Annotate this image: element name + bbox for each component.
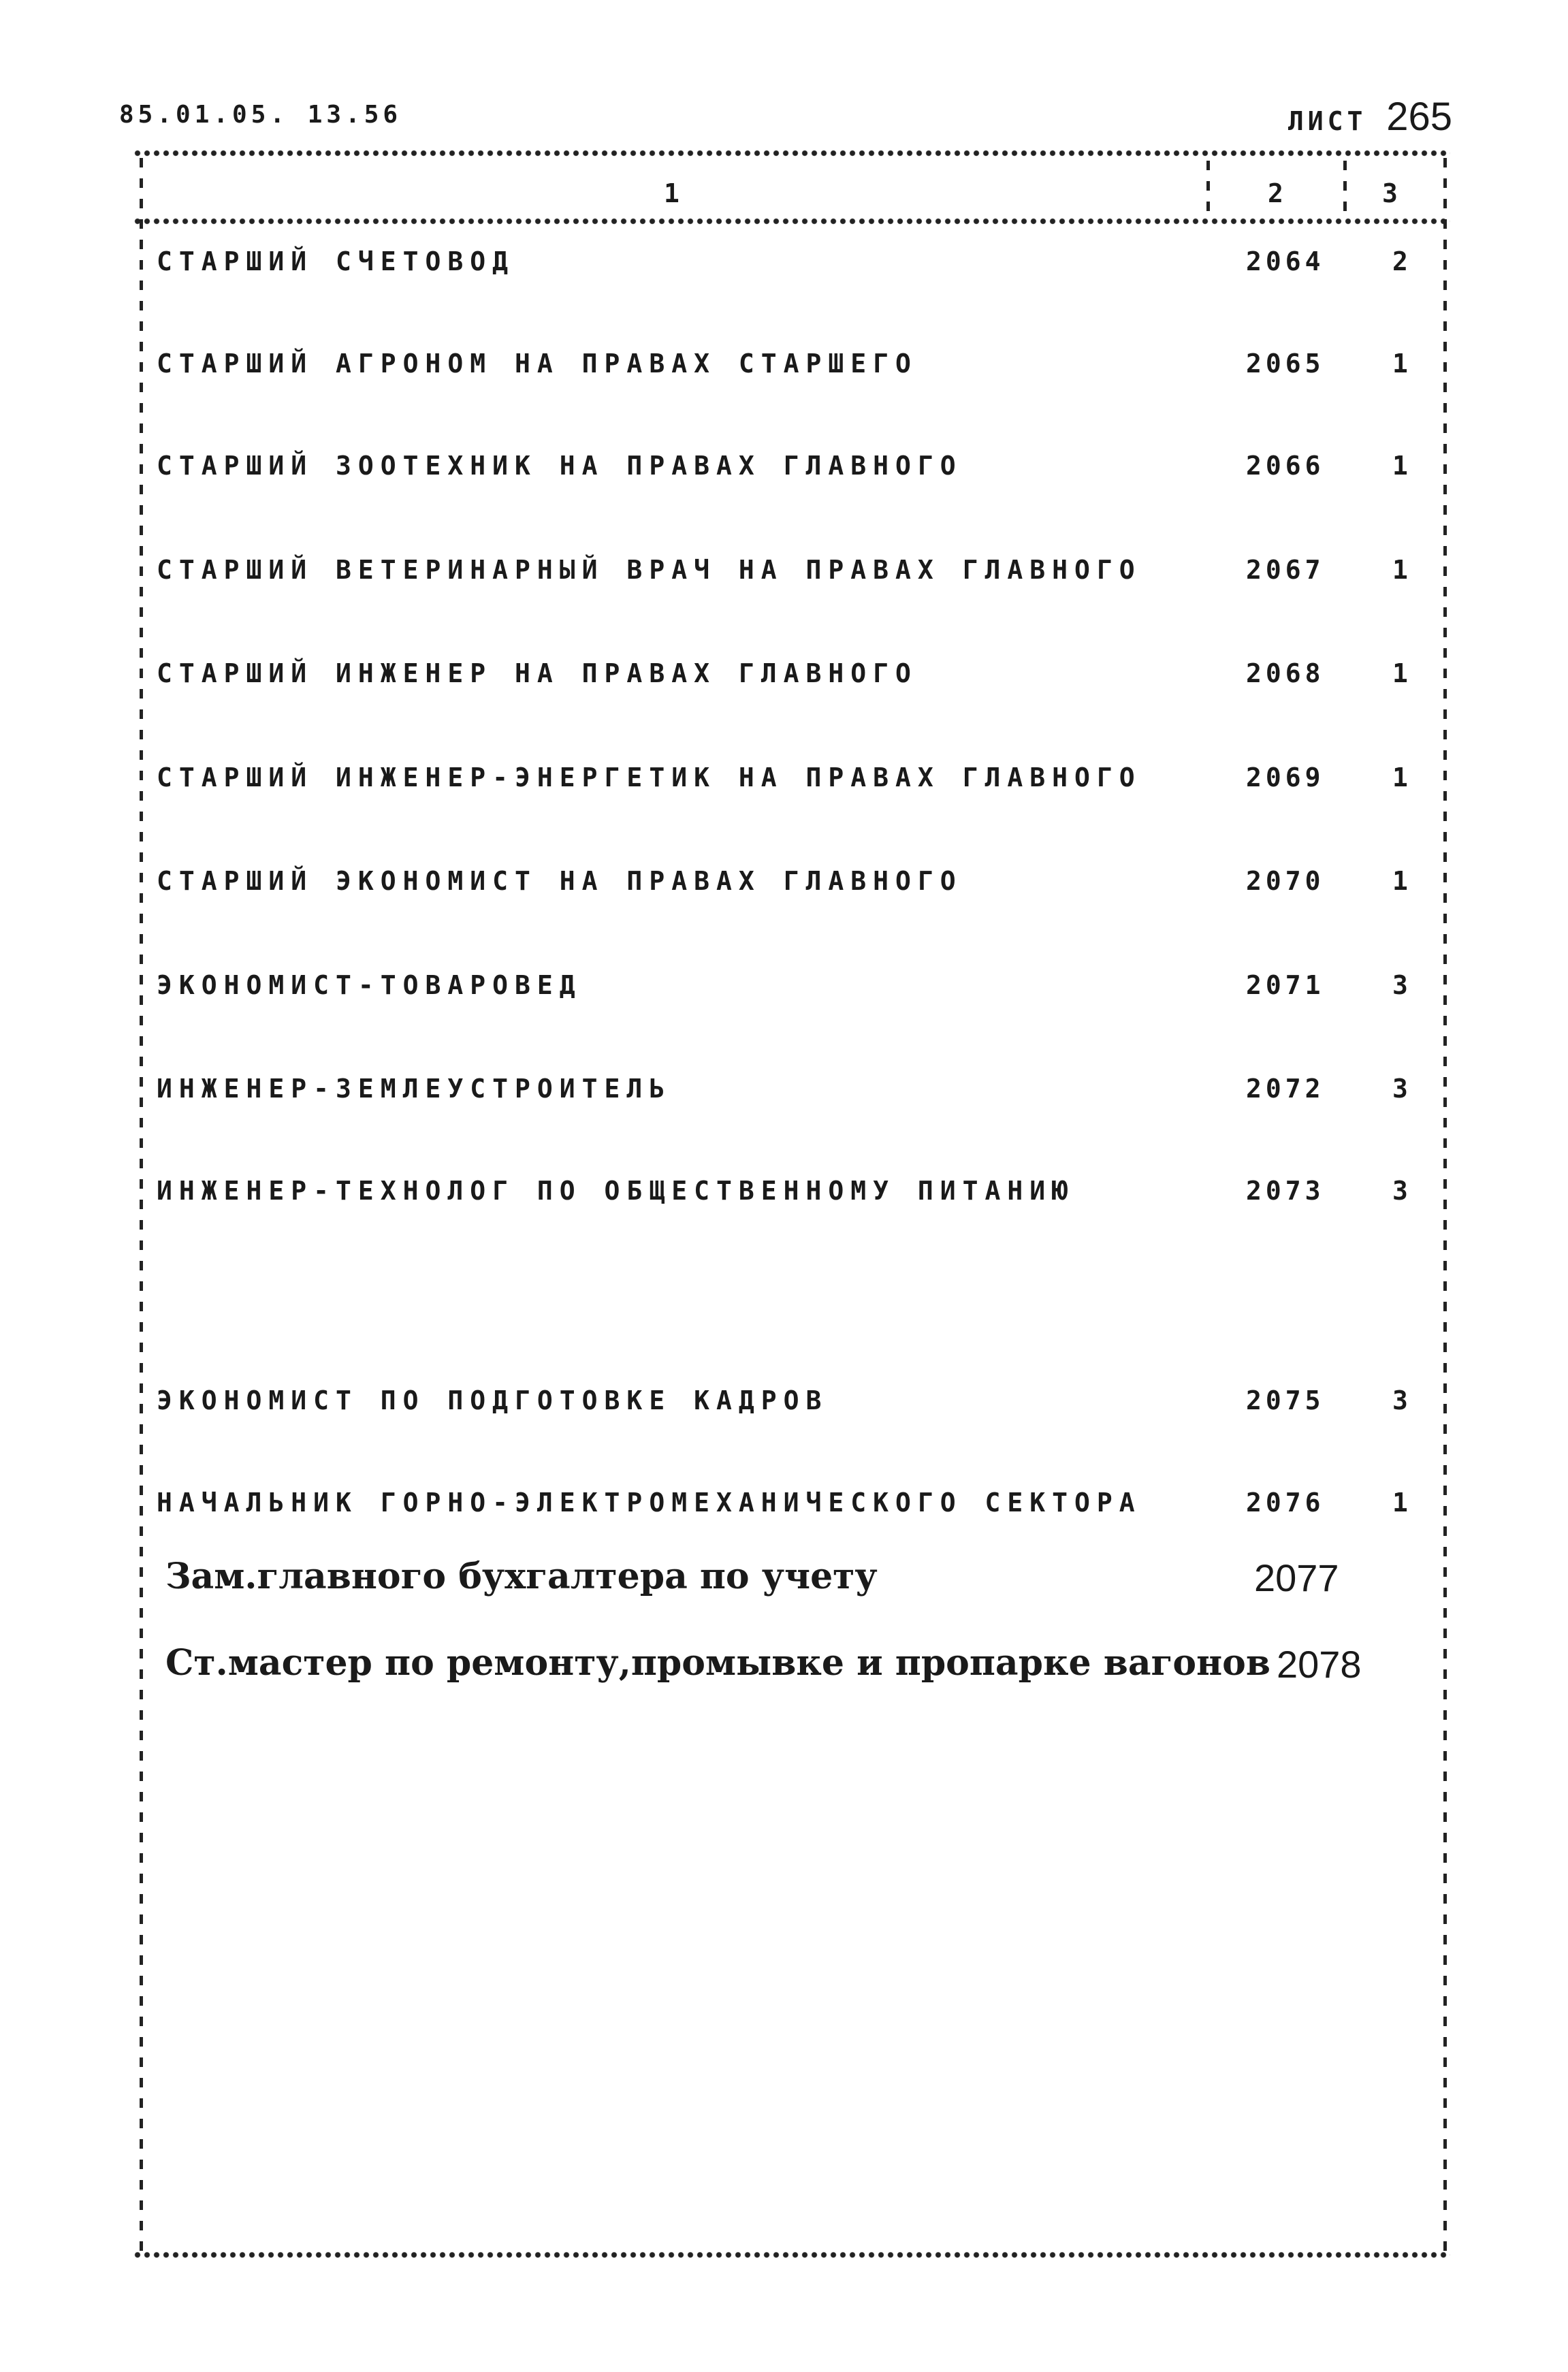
position-qty: 1	[1392, 866, 1408, 896]
position-code: 2072	[1246, 1074, 1325, 1104]
position-code: 2069	[1246, 763, 1325, 792]
position-qty: 3	[1392, 1176, 1408, 1206]
right-border	[1443, 158, 1447, 2251]
position-name: СТАРШИЙ ЭКОНОМИСТ НА ПРАВАХ ГЛАВНОГО	[157, 866, 963, 896]
position-code: 2065	[1246, 349, 1325, 379]
position-qty: 1	[1392, 555, 1408, 585]
position-qty: 2	[1392, 246, 1408, 276]
position-qty: 1	[1392, 451, 1408, 481]
position-name: ЭКОНОМИСТ-ТОВАРОВЕД	[157, 970, 582, 1000]
position-name: СТАРШИЙ ВЕТЕРИНАРНЫЙ ВРАЧ НА ПРАВАХ ГЛАВНОГО	[157, 555, 1142, 585]
column-header-1: 1	[664, 178, 679, 208]
position-qty: 1	[1392, 1488, 1408, 1518]
position-name: СТАРШИЙ ИНЖЕНЕР-ЭНЕРГЕТИК НА ПРАВАХ ГЛАВНОГО	[157, 763, 1142, 792]
typed-position-name: Зам.главного бухгалтера по учету	[165, 1556, 878, 1597]
typed-position-code: 2077	[1254, 1556, 1339, 1599]
position-code: 2075	[1246, 1385, 1325, 1415]
column-header-3: 3	[1382, 178, 1398, 208]
left-border	[140, 158, 143, 2251]
top-border	[133, 148, 1450, 158]
position-name: НАЧАЛЬНИК ГОРНО-ЭЛЕКТРОМЕХАНИЧЕСКОГО СЕКТОРА	[157, 1488, 1142, 1518]
position-qty: 3	[1392, 1385, 1408, 1415]
position-code: 2073	[1246, 1176, 1325, 1206]
position-code: 2067	[1246, 555, 1325, 585]
sheet-number: 265	[1386, 95, 1452, 139]
position-name: ИНЖЕНЕР-ЗЕМЛЕУСТРОИТЕЛЬ	[157, 1074, 672, 1104]
position-qty: 3	[1392, 1074, 1408, 1104]
position-code: 2071	[1246, 970, 1325, 1000]
position-name: ИНЖЕНЕР-ТЕХНОЛОГ ПО ОБЩЕСТВЕННОМУ ПИТАНИЮ	[157, 1176, 1074, 1206]
position-code: 2068	[1246, 658, 1325, 688]
position-qty: 1	[1392, 658, 1408, 688]
position-code: 2064	[1246, 246, 1325, 276]
column-header-2: 2	[1268, 178, 1283, 208]
position-qty: 3	[1392, 970, 1408, 1000]
position-name: СТАРШИЙ АГРОНОМ НА ПРАВАХ СТАРШЕГО	[157, 349, 918, 379]
position-code: 2070	[1246, 866, 1325, 896]
position-code: 2066	[1246, 451, 1325, 481]
bottom-border	[133, 2250, 1450, 2260]
position-qty: 1	[1392, 349, 1408, 379]
sheet-label: ЛИСТ	[1287, 106, 1367, 136]
header-divider-1	[1206, 161, 1210, 215]
position-code: 2076	[1246, 1488, 1325, 1518]
position-name: СТАРШИЙ СЧЕТОВОД	[157, 246, 515, 276]
position-name: ЭКОНОМИСТ ПО ПОДГОТОВКЕ КАДРОВ	[157, 1385, 829, 1415]
position-name: СТАРШИЙ ИНЖЕНЕР НА ПРАВАХ ГЛАВНОГО	[157, 658, 918, 688]
header-separator	[133, 217, 1450, 226]
sheet-indicator	[1288, 94, 1452, 140]
position-qty: 1	[1392, 763, 1408, 792]
position-name: СТАРШИЙ ЗООТЕХНИК НА ПРАВАХ ГЛАВНОГО	[157, 451, 963, 481]
typed-position-code: 2078	[1277, 1643, 1362, 1686]
header-divider-2	[1343, 161, 1347, 215]
print-timestamp: 85.01.05. 13.56	[119, 101, 402, 129]
typed-position-name: Ст.мастер по ремонту,промывке и пропарке вагонов	[165, 1642, 1270, 1684]
